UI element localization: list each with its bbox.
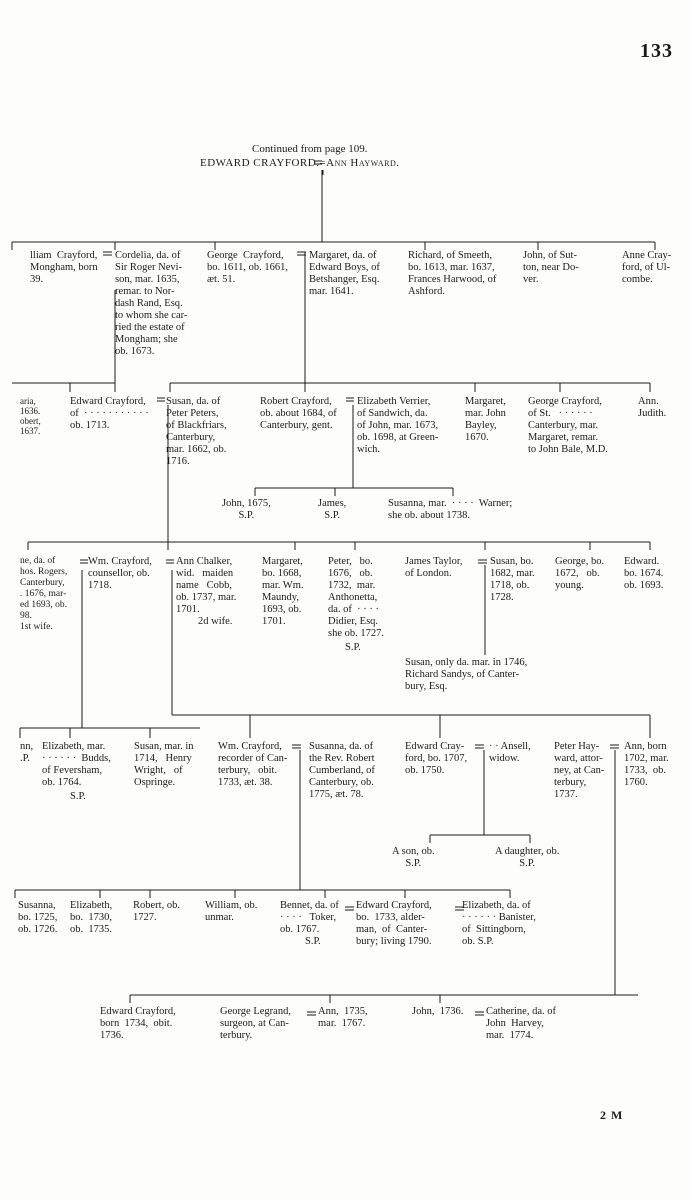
entry-wm-crayford-recorder: Wm. Crayford, recorder of Can- terbury, obit. 1733, æt. 38.: [218, 741, 288, 788]
entry-second-wife: 2d wife.: [198, 616, 233, 627]
signature-mark: 2 M: [600, 1108, 624, 1122]
entry-susanna-1725: Susanna, bo. 1725, ob. 1726.: [18, 900, 58, 935]
entry-a-daughter: A daughter, ob. S.P.: [495, 846, 560, 869]
entry-ann-sp: nn, .P.: [20, 741, 34, 764]
entry-edward-1674: Edward. bo. 1674. ob. 1693.: [624, 556, 664, 591]
entry-george-crayford: George Crayford, bo. 1611, ob. 1661, æt. 51.: [207, 250, 288, 285]
entry-edward-crayford-1707: Edward Cray- ford, bo. 1707, ob. 1750.: [405, 741, 468, 776]
entry-edward-crayford-1713: Edward Crayford, of · · · · · · · · · · · ob. 1713.: [70, 396, 149, 431]
page-number: 133: [640, 40, 673, 62]
entry-elizabeth-1730: Elizabeth, bo. 1730, ob. 1735.: [70, 900, 113, 935]
entry-peter-1676: Peter, bo. 1676, ob. 1732, mar. Anthonetta, da. of · · · · Didier, Esq. she ob. 1727.: [328, 556, 384, 639]
entry-john-1675: John, 1675, S.P.: [222, 498, 271, 521]
entry-ann-judith: Ann. Judith.: [638, 396, 667, 419]
entry-george-crayford-st: George Crayford, of St. · · · · · · Canterbury, mar. Margaret, remar. to John Bale, M.D.: [528, 396, 608, 455]
entry-margaret-maundy: Margaret, bo. 1668, mar. Wm. Maundy, 1693, ob. 1701.: [262, 556, 304, 627]
entry-margaret-bayley: Margaret, mar. John Bayley, 1670.: [465, 396, 506, 443]
entry-anne-crayford: Anne Cray- ford, of Ul- combe.: [622, 250, 672, 285]
entry-susanna-cumberland: Susanna, da. of the Rev. Robert Cumberland, of Canterbury, ob. 1775, æt. 78.: [309, 741, 375, 800]
entry-ann-1735: Ann, 1735, mar. 1767.: [318, 1006, 368, 1029]
entry-first-wife-rogers: ne, da. of hos. Rogers, Canterbury, . 1676, mar- ed 1693, ob. 98. 1st wife.: [20, 556, 68, 632]
entry-bennet-toker: Bennet, da. of · · · · Toker, ob. 1767.: [280, 900, 339, 935]
entry-peter-hayward: Peter Hay- ward, attor- ney, at Can- terbury, 1737.: [554, 741, 605, 800]
entry-elizabeth-verrier: Elizabeth Verrier, of Sandwich, da. of John, mar. 1673, ob. 1698, at Green- wich.: [357, 396, 439, 455]
entry-edward-crayford-1733: Edward Crayford, bo. 1733, alder- man, of Canter- bury; living 1790.: [356, 900, 432, 947]
entry-ann-chalker: Ann Chalker, wid. maiden name Cobb, ob. 1737, mar. 1701.: [176, 556, 237, 615]
entry-bennet-sp: S.P.: [305, 936, 321, 947]
entry-susanna-warner: Susanna, mar. · · · · Warner; she ob. about 1738.: [388, 498, 513, 521]
entry-william-unmar: William, ob. unmar.: [205, 900, 258, 923]
entry-margaret-boys: Margaret, da. of Edward Boys, of Betshanger, Esq. mar. 1641.: [309, 250, 380, 297]
entry-john-sutton: John, of Sut- ton, near Do- ver.: [523, 250, 579, 285]
entry-cordelia: Cordelia, da. of Sir Roger Nevi- son, mar. 1635, remar. to Nor- dash Rand, Esq. to whom she car- ried the estate of Mongham; she ob. 1673.: [115, 250, 188, 357]
entry-wm-crayford-counsellor: Wm. Crayford, counsellor, ob. 1718.: [88, 556, 152, 591]
entry-richard-smeeth: Richard, of Smeeth, bo. 1613, mar. 1637, Frances Harwood, of Ashford.: [408, 250, 497, 297]
entry-catherine-harvey: Catherine, da. of John Harvey, mar. 1774.: [486, 1006, 556, 1041]
entry-maria-robert: aria, 1636. obert, 1637.: [20, 396, 41, 436]
entry-ansell-widow: · · Ansell, widow.: [489, 741, 531, 764]
entry-susan-sandys: Susan, only da. mar. in 1746, Richard Sandys, of Canter- bury, Esq.: [405, 657, 528, 692]
entry-george-1672: George, bo. 1672, ob. young.: [555, 556, 605, 591]
entry-elizabeth-banister: Elizabeth, da. of · · · · · · Banister, of Sittingborn, ob. S.P.: [462, 900, 536, 947]
entry-susan-1682: Susan, bo. 1682, mar. 1718, ob. 1728.: [490, 556, 535, 603]
entry-john-1736: John, 1736.: [412, 1006, 464, 1017]
entry-james-taylor: James Taylor, of London.: [405, 556, 463, 579]
entry-susan-peters: Susan, da. of Peter Peters, of Blackfriars, Canterbury, mar. 1662, ob. 1716.: [166, 396, 227, 467]
entry-james: James, S.P.: [318, 498, 347, 521]
entry-edward-crayford-1734: Edward Crayford, born 1734, obit. 1736.: [100, 1006, 176, 1041]
entry-william-crayford: lliam Crayford, Mongham, born 39.: [30, 250, 98, 285]
entry-george-legrand: George Legrand, surgeon, at Can- terbury.: [220, 1006, 291, 1041]
entry-peter-sp: S.P.: [345, 642, 361, 653]
entry-susan-wright: Susan, mar. in 1714, Henry Wright, of Ospringe.: [134, 741, 194, 788]
continued-note: Continued from page 109.: [252, 143, 368, 155]
entry-ann-1702: Ann, born 1702, mar. 1733, ob. 1760.: [624, 741, 669, 788]
entry-a-son: A son, ob. S.P.: [392, 846, 435, 869]
entry-elizabeth-sp: S.P.: [70, 791, 86, 802]
entry-robert-crayford: Robert Crayford, ob. about 1684, of Canterbury, gent.: [260, 396, 337, 431]
root-couple: EDWARD CRAYFORD.=Ann Hayward.: [200, 157, 400, 169]
entry-robert-1727: Robert, ob. 1727.: [133, 900, 180, 923]
entry-elizabeth-budds: Elizabeth, mar. · · · · · · Budds, of Feversham, ob. 1764.: [42, 741, 111, 788]
